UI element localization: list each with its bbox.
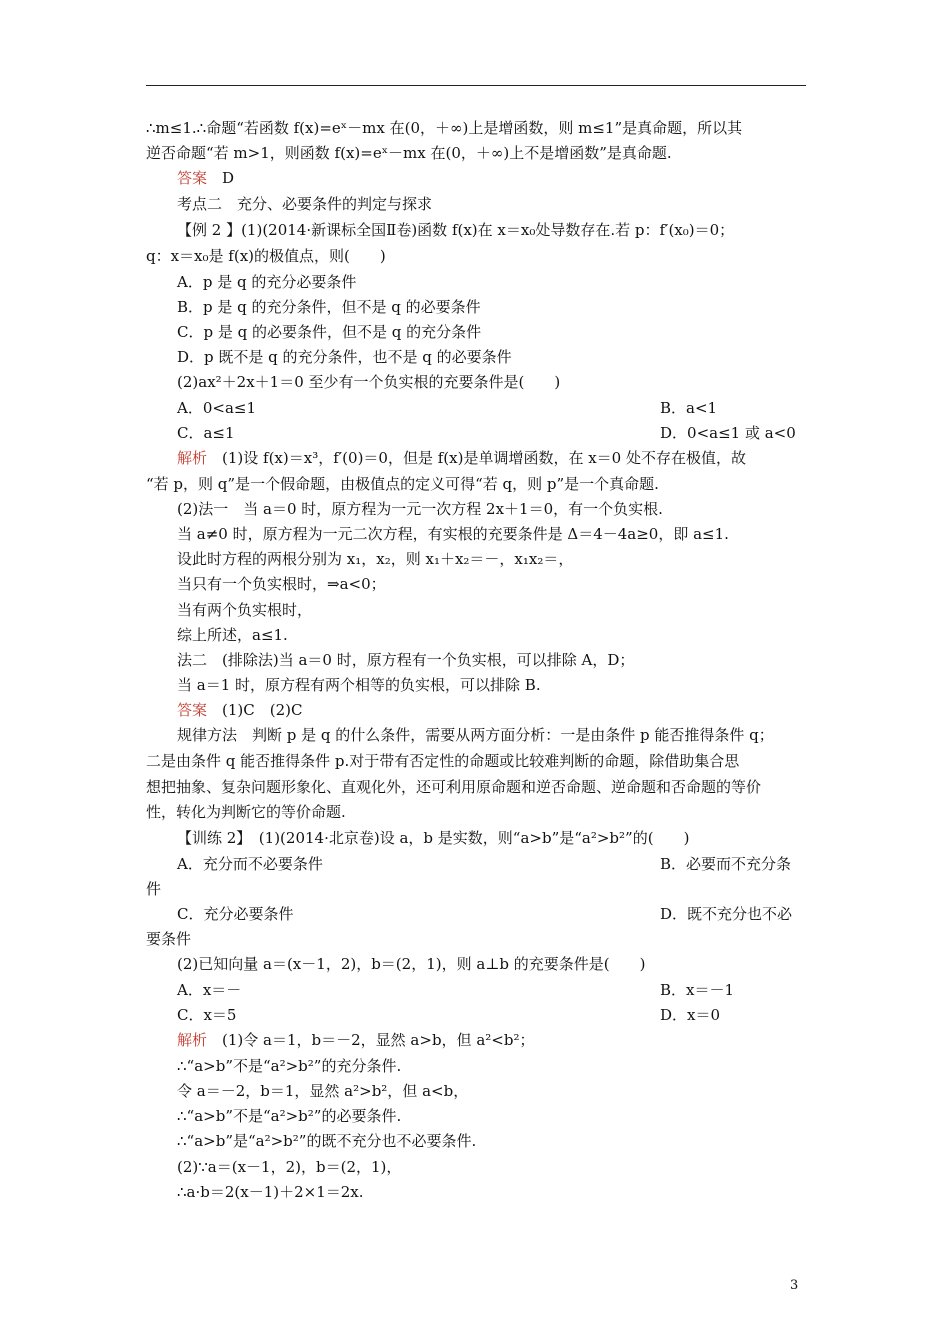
text-line — [177, 1005, 236, 1025]
line-text: 【训练 2】 (1)(2014·北京卷)设 a，b 是实数，则“a>b”是“a²>b²”的( ) — [177, 829, 690, 847]
text-line — [146, 751, 739, 771]
line-text: 当 a≠0 时，原方程为一元二次方程，有实根的充要条件是 Δ＝4－4a≥0，即 a≤1. — [177, 525, 729, 543]
line-text: (2)法一 当 a＝0 时，原方程为一元一次方程 2x＋1＝0，有一个负实根. — [177, 500, 663, 518]
text-line — [146, 879, 161, 899]
line-text: q：x＝x₀是 f(x)的极值点，则( ) — [146, 247, 386, 265]
text-line — [177, 1081, 468, 1101]
line-text: C．充分必要条件 — [177, 905, 294, 923]
line-text: D．x＝0 — [660, 1006, 721, 1024]
line-text: (2)ax²＋2x＋1＝0 至少有一个负实根的充要条件是( ) — [177, 373, 561, 391]
line-text: “若 p，则 q”是一个假命题，由极值点的定义可得“若 q，则 p”是一个真命题. — [146, 475, 659, 493]
label-analysis: 解析 — [177, 1031, 208, 1049]
line-text: B．p 是 q 的充分条件，但不是 q 的必要条件 — [177, 298, 481, 316]
text-line — [146, 143, 672, 163]
line-text: A．充分而不必要条件 — [177, 855, 323, 873]
line-text: 性，转化为判断它的等价命题. — [146, 803, 346, 821]
text-line — [177, 725, 774, 745]
line-text: 当只有一个负实根时，⇒a<0； — [177, 575, 386, 593]
text-line — [177, 980, 241, 1000]
line-text: C．x＝5 — [177, 1006, 237, 1024]
text-line — [177, 448, 746, 468]
text-line — [177, 194, 432, 214]
text-line — [177, 297, 481, 317]
text-line — [177, 1056, 401, 1076]
line-text: 二是由条件 q 能否推得条件 p.对于带有否定性的命题或比较难判断的命题，除借助集合思 — [146, 752, 740, 770]
line-text: ∴“a>b”是“a²>b²”的既不充分也不必要条件. — [177, 1132, 477, 1150]
text-line — [177, 1030, 534, 1050]
label-answer: 答案 — [177, 169, 208, 187]
line-text: 令 a＝－2，b＝1，显然 a²>b²，但 a<b， — [177, 1082, 469, 1100]
text-line — [177, 600, 312, 620]
text-line — [177, 675, 541, 695]
line-text: (2)已知向量 a＝(x－1，2)，b＝(2，1)，则 a⊥b 的充要条件是( ) — [177, 955, 646, 973]
text-line — [146, 118, 742, 138]
text-line — [146, 246, 386, 266]
line-text: 当有两个负实根时， — [177, 601, 313, 619]
line-text: D．p 既不是 q 的充分条件，也不是 q 的必要条件 — [177, 348, 512, 366]
line-text: C．p 是 q 的必要条件，但不是 q 的充分条件 — [177, 323, 482, 341]
line-text: 综上所述，a≤1. — [177, 626, 288, 644]
line-text: 要条件 — [146, 930, 192, 948]
text-line — [177, 398, 256, 418]
text-line — [177, 372, 560, 392]
text-line — [177, 954, 646, 974]
text-line — [177, 347, 512, 367]
text-line — [177, 168, 234, 188]
text-line — [177, 499, 663, 519]
text-line — [177, 220, 734, 240]
line-text: ∴m≤1.∴命题“若函数 f(x)=eˣ－mx 在(0，＋∞)上是增函数，则 m≤1”是真命题，所以其 — [146, 119, 743, 137]
text-line — [177, 854, 323, 874]
line-text: A．p 是 q 的充分必要条件 — [177, 273, 357, 291]
text-line — [177, 1106, 401, 1126]
text-line — [146, 777, 761, 797]
line-text: A．0<a≤1 — [177, 399, 256, 417]
line-text: 想把抽象、复杂问题形象化、直观化外，还可利用原命题和逆否命题、逆命题和否命题的等价 — [146, 778, 762, 796]
text-line — [146, 474, 659, 494]
line-text: 当 a＝1 时，原方程有两个相等的负实根，可以排除 B. — [177, 676, 541, 694]
line-text: (2)∵a＝(x－1，2)，b＝(2，1)， — [177, 1158, 402, 1176]
text-line — [177, 1182, 364, 1202]
line-text: C．a≤1 — [177, 424, 235, 442]
text-line — [660, 904, 792, 924]
line-text: ∴a·b＝2(x－1)＋2×1＝2x. — [177, 1183, 364, 1201]
text-line — [177, 650, 634, 670]
text-line — [146, 929, 191, 949]
line-text: ∴“a>b”不是“a²>b²”的充分条件. — [177, 1057, 402, 1075]
line-text: A．x＝－ — [177, 981, 242, 999]
label-analysis: 解析 — [177, 449, 208, 467]
line-text: 考点二 充分、必要条件的判定与探求 — [177, 195, 433, 213]
line-text: (1)设 f(x)＝x³，f′(0)＝0，但是 f(x)是单调增函数，在 x＝0 处不存在极值，故 — [207, 449, 746, 467]
text-line — [177, 828, 689, 848]
line-text: 设此时方程的两根分别为 x₁，x₂，则 x₁＋x₂＝－，x₁x₂＝， — [177, 550, 574, 568]
line-text: 件 — [146, 880, 162, 898]
text-line — [177, 574, 386, 594]
line-text: ∴“a>b”不是“a²>b²”的必要条件. — [177, 1107, 402, 1125]
text-line — [177, 1131, 476, 1151]
text-line — [146, 802, 346, 822]
header-rule — [146, 85, 806, 86]
line-text: (1)令 a＝1，b＝－2，显然 a>b，但 a²<b²； — [207, 1031, 535, 1049]
line-text: D — [207, 169, 235, 187]
line-text: 法二 (排除法)当 a＝0 时，原方程有一个负实根，可以排除 A，D； — [177, 651, 635, 669]
text-line — [660, 854, 791, 874]
text-line — [177, 272, 356, 292]
text-line — [660, 423, 796, 443]
text-line — [177, 904, 293, 924]
text-line — [177, 322, 481, 342]
label-answer: 答案 — [177, 701, 208, 719]
line-text: B．必要而不充分条 — [660, 855, 792, 873]
line-text: B．x＝－1 — [660, 981, 735, 999]
line-text: 规律方法 判断 p 是 q 的什么条件，需要从两方面分析：一是由条件 p 能否推得条件 q； — [177, 726, 774, 744]
line-text: 逆否命题“若 m>1，则函数 f(x)=eˣ－mx 在(0，＋∞)上不是增函数”是真命题. — [146, 144, 672, 162]
text-line — [177, 700, 302, 720]
text-line — [660, 1005, 720, 1025]
line-text: D．既不充分也不必 — [660, 905, 793, 923]
text-line — [660, 398, 717, 418]
text-line — [177, 524, 729, 544]
text-line — [177, 625, 288, 645]
text-line — [177, 423, 235, 443]
text-line — [177, 549, 573, 569]
line-text: 【例 2 】(1)(2014·新课标全国Ⅱ卷)函数 f(x)在 x＝x₀处导数存在.若 p：f′(x₀)＝0； — [177, 221, 735, 239]
page-number: 3 — [790, 1278, 799, 1293]
line-text: (1)C (2)C — [207, 701, 303, 719]
text-line — [177, 1157, 401, 1177]
line-text: B．a<1 — [660, 399, 718, 417]
text-line — [660, 980, 734, 1000]
line-text: D．0<a≤1 或 a<0 — [660, 424, 796, 442]
